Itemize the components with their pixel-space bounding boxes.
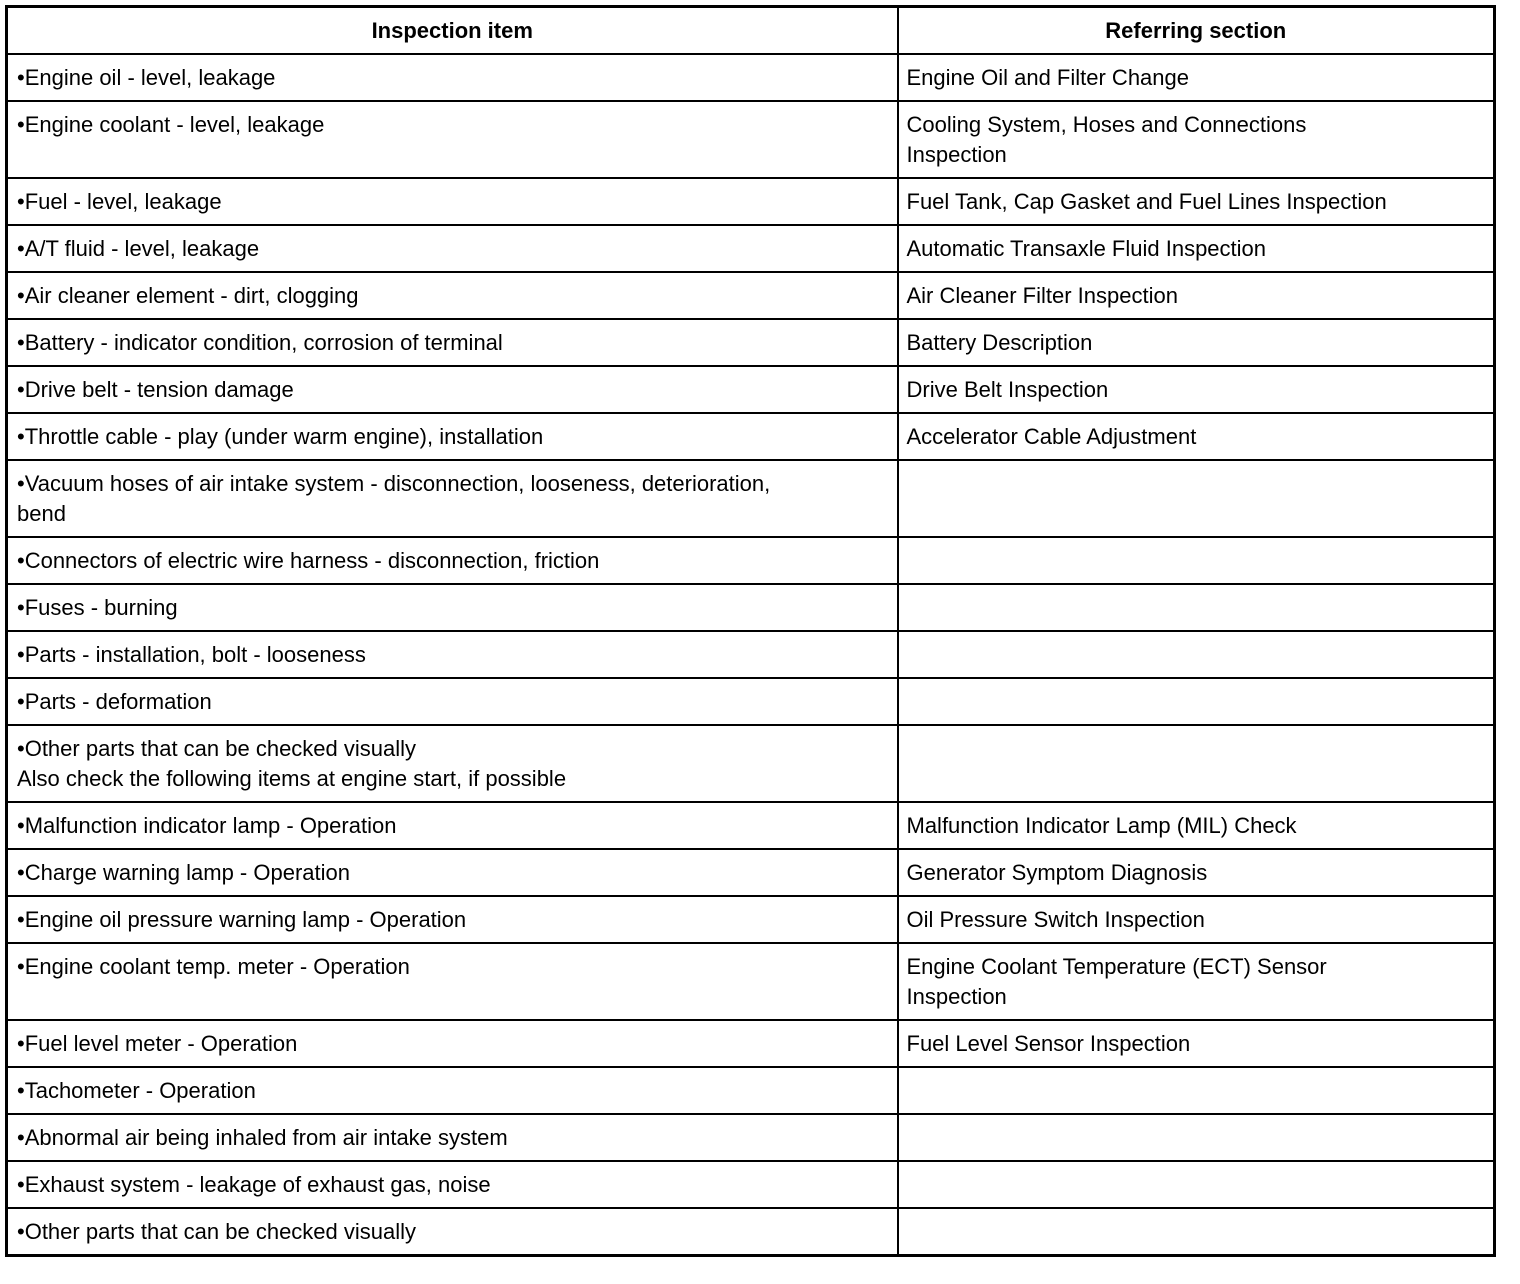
table-row — [7, 319, 1495, 366]
inspection-item-cell: •Engine coolant - level, leakage — [7, 101, 898, 178]
inspection-item-cell: •Exhaust system - leakage of exhaust gas, noise — [7, 1161, 898, 1208]
referring-section-cell: Accelerator Cable Adjustment — [898, 413, 1495, 460]
referring-section-cell — [898, 678, 1495, 725]
inspection-item-cell: •Tachometer - Operation — [7, 1067, 898, 1114]
referring-section-cell: Malfunction Indicator Lamp (MIL) Check — [898, 802, 1495, 849]
table-row — [7, 802, 1495, 849]
inspection-item-cell: •Other parts that can be checked visually — [7, 1208, 898, 1256]
referring-section-cell — [898, 725, 1495, 802]
table-row — [7, 413, 1495, 460]
table-row — [7, 460, 1495, 537]
referring-section-cell — [898, 1161, 1495, 1208]
table-row — [7, 896, 1495, 943]
inspection-item-cell: •Other parts that can be checked visually Also check the following items at engine start, if possible — [7, 725, 898, 802]
referring-section-cell — [898, 460, 1495, 537]
table-row — [7, 1208, 1495, 1256]
table-row — [7, 631, 1495, 678]
header-referring-section: Referring section — [898, 7, 1495, 55]
referring-section-cell: Engine Oil and Filter Change — [898, 54, 1495, 101]
inspection-item-cell: •Engine oil pressure warning lamp - Operation — [7, 896, 898, 943]
table-row — [7, 178, 1495, 225]
table-row — [7, 272, 1495, 319]
referring-section-cell: Oil Pressure Switch Inspection — [898, 896, 1495, 943]
referring-section-cell: Drive Belt Inspection — [898, 366, 1495, 413]
inspection-item-cell: •Throttle cable - play (under warm engine), installation — [7, 413, 898, 460]
table-row — [7, 54, 1495, 101]
table-row — [7, 1020, 1495, 1067]
referring-section-cell — [898, 1114, 1495, 1161]
table-row — [7, 678, 1495, 725]
table-header-row — [7, 7, 1495, 55]
referring-section-cell: Generator Symptom Diagnosis — [898, 849, 1495, 896]
inspection-item-cell: •Vacuum hoses of air intake system - disconnection, looseness, deterioration, bend — [7, 460, 898, 537]
referring-section-cell — [898, 584, 1495, 631]
referring-section-cell: Fuel Level Sensor Inspection — [898, 1020, 1495, 1067]
inspection-item-cell: •Fuel level meter - Operation — [7, 1020, 898, 1067]
table-row — [7, 1067, 1495, 1114]
inspection-item-cell: •Engine coolant temp. meter - Operation — [7, 943, 898, 1020]
inspection-item-cell: •Fuel - level, leakage — [7, 178, 898, 225]
table-row — [7, 537, 1495, 584]
table-row — [7, 101, 1495, 178]
inspection-item-cell: •Drive belt - tension damage — [7, 366, 898, 413]
referring-section-cell — [898, 631, 1495, 678]
referring-section-cell: Automatic Transaxle Fluid Inspection — [898, 225, 1495, 272]
inspection-item-cell: •Connectors of electric wire harness - disconnection, friction — [7, 537, 898, 584]
referring-section-cell: Cooling System, Hoses and Connections Inspection — [898, 101, 1495, 178]
table-row — [7, 849, 1495, 896]
referring-section-cell: Battery Description — [898, 319, 1495, 366]
table-row — [7, 584, 1495, 631]
table-row — [7, 1114, 1495, 1161]
referring-section-cell: Air Cleaner Filter Inspection — [898, 272, 1495, 319]
inspection-table — [5, 5, 1496, 1257]
table-row — [7, 725, 1495, 802]
inspection-item-cell: •Parts - deformation — [7, 678, 898, 725]
referring-section-cell — [898, 537, 1495, 584]
inspection-item-cell: •Malfunction indicator lamp - Operation — [7, 802, 898, 849]
inspection-item-cell: •A/T fluid - level, leakage — [7, 225, 898, 272]
referring-section-cell: Engine Coolant Temperature (ECT) Sensor Inspection — [898, 943, 1495, 1020]
inspection-item-cell: •Battery - indicator condition, corrosion of terminal — [7, 319, 898, 366]
table-body — [7, 54, 1495, 1256]
inspection-item-cell: •Parts - installation, bolt - looseness — [7, 631, 898, 678]
table-row — [7, 943, 1495, 1020]
inspection-item-cell: •Fuses - burning — [7, 584, 898, 631]
referring-section-cell: Fuel Tank, Cap Gasket and Fuel Lines Inspection — [898, 178, 1495, 225]
inspection-item-cell: •Engine oil - level, leakage — [7, 54, 898, 101]
referring-section-cell — [898, 1208, 1495, 1256]
table-row — [7, 366, 1495, 413]
table-row — [7, 1161, 1495, 1208]
referring-section-cell — [898, 1067, 1495, 1114]
table-row — [7, 225, 1495, 272]
inspection-item-cell: •Charge warning lamp - Operation — [7, 849, 898, 896]
inspection-item-cell: •Air cleaner element - dirt, clogging — [7, 272, 898, 319]
inspection-item-cell: •Abnormal air being inhaled from air intake system — [7, 1114, 898, 1161]
header-inspection-item: Inspection item — [7, 7, 898, 55]
